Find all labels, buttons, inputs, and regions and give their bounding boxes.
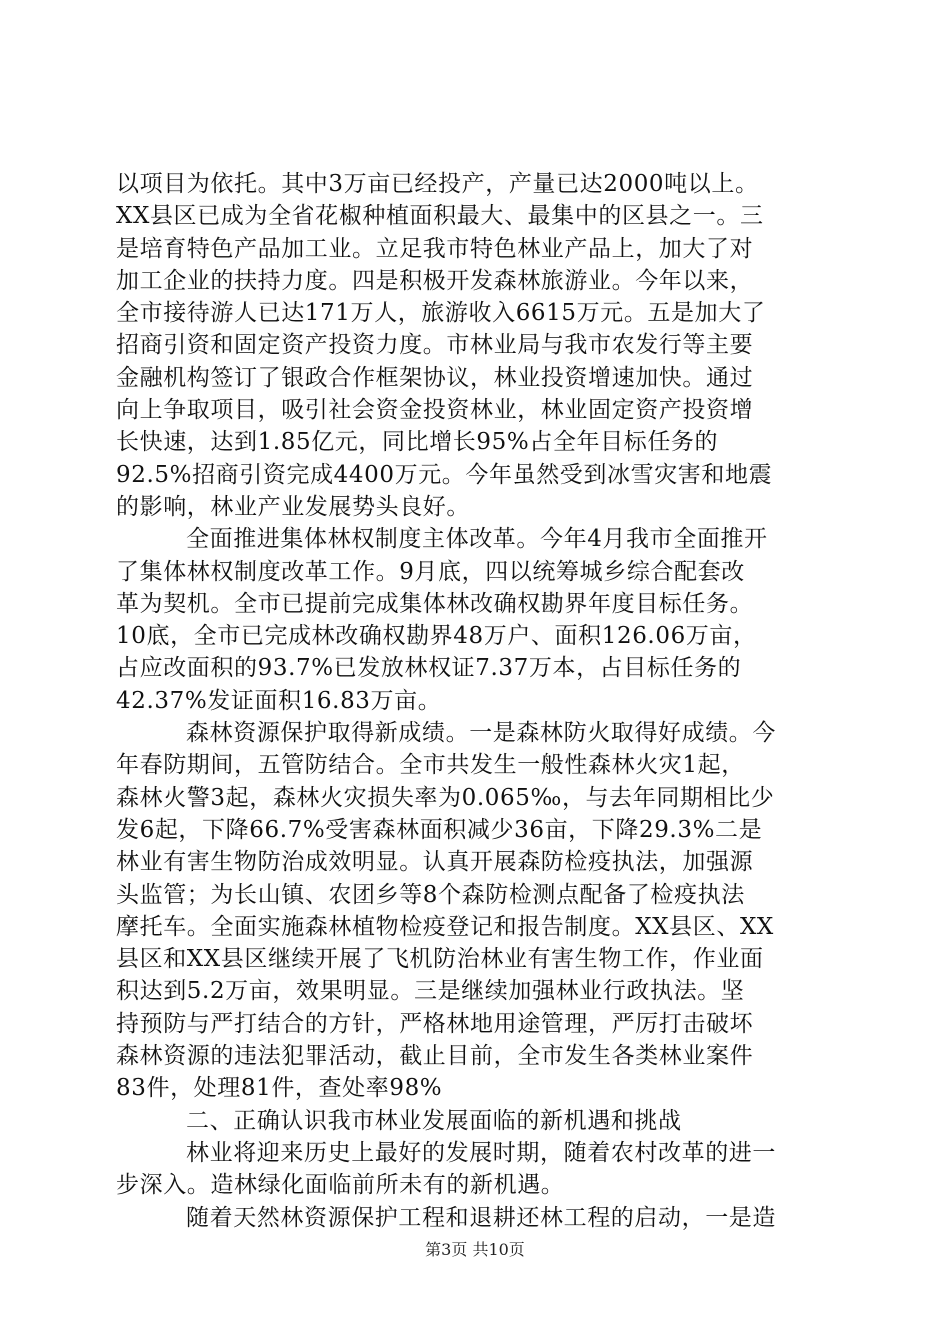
text-line: 森林资源的违法犯罪活动，截止目前，全市发生各类林业案件 [116, 1043, 754, 1070]
text-line: 二、正确认识我市林业发展面临的新机遇和挑战 [186, 1107, 682, 1134]
text-line: 长快速，达到1.85亿元，同比增长95%占全年目标任务的 [116, 429, 719, 456]
text-line: 随着天然林资源保护工程和退耕还林工程的启动，一是造 [186, 1204, 776, 1231]
text-line: 92.5%招商引资完成4400万元。今年虽然受到冰雪灾害和地震 [116, 461, 773, 488]
text-line: 42.37%发证面积16.83万亩。 [116, 687, 442, 714]
text-line: 招商引资和固定资产投资力度。市林业局与我市农发行等主要 [116, 332, 754, 359]
text-line: 了集体林权制度改革工作。9月底，四以统筹城乡综合配套改 [116, 558, 745, 585]
document-body [116, 168, 836, 1234]
text-line: 是培育特色产品加工业。立足我市特色林业产品上，加大了对 [116, 235, 754, 262]
text-line: 的影响，林业产业发展势头良好。 [116, 493, 470, 520]
text-line: 年春防期间，五管防结合。全市共发生一般性森林火灾1起， [116, 752, 745, 779]
text-line: 林业有害生物防治成效明显。认真开展森防检疫执法，加强源 [116, 849, 754, 876]
text-line: 占应改面积的93.7%已发放林权证7.37万本，占目标任务的 [116, 655, 742, 682]
text-line: 全市接待游人已达171万人，旅游收入6615万元。五是加大了 [116, 300, 766, 327]
text-line: 步深入。造林绿化面临前所未有的新机遇。 [116, 1172, 565, 1199]
text-line: 以项目为依托。其中3万亩已经投产，产量已达2000吨以上。 [116, 171, 759, 197]
text-line: 持预防与严打结合的方针，严格林地用途管理，严厉打击破坏 [116, 1010, 754, 1037]
text-line: 积达到5.2万亩，效果明显。三是继续加强林业行政执法。坚 [116, 978, 745, 1005]
page-footer: 第3页 共10页 [425, 1240, 525, 1259]
text-line: 全面推进集体林权制度主体改革。今年4月我市全面推开 [186, 526, 768, 553]
text-line: 向上争取项目，吸引社会资金投资林业，林业固定资产投资增 [116, 397, 754, 424]
text-line: 森林火警3起，森林火灾损失率为0.065‰，与去年同期相比少 [116, 784, 775, 811]
text-line: 摩托车。全面实施森林植物检疫登记和报告制度。XX县区、XX [116, 913, 774, 940]
text-line: 林业将迎来历史上最好的发展时期，随着农村改革的进一 [186, 1139, 776, 1166]
text-line: 革为契机。全市已提前完成集体林改确权勘界年度目标任务。 [116, 590, 754, 617]
text-line: XX县区已成为全省花椒种植面积最大、最集中的区县之一。三 [116, 203, 764, 230]
text-line: 83件，处理81件，查处率98% [116, 1075, 443, 1102]
text-line: 金融机构签订了银政合作框架协议，林业投资增速加快。通过 [116, 364, 754, 391]
text-line: 加工企业的扶持力度。四是积极开发森林旅游业。今年以来， [116, 267, 754, 294]
text-line: 森林资源保护取得新成绩。一是森林防火取得好成绩。今 [186, 720, 776, 747]
text-line: 发6起，下降66.7%受害森林面积减少36亩，下降29.3%二是 [116, 816, 763, 843]
text-line: 头监管；为长山镇、农团乡等8个森防检测点配备了检疫执法 [116, 881, 745, 908]
text-line: 10底，全市已完成林改确权勘界48万户、面积126.06万亩， [116, 623, 757, 650]
text-line: 县区和XX县区继续开展了飞机防治林业有害生物工作，作业面 [116, 946, 764, 973]
